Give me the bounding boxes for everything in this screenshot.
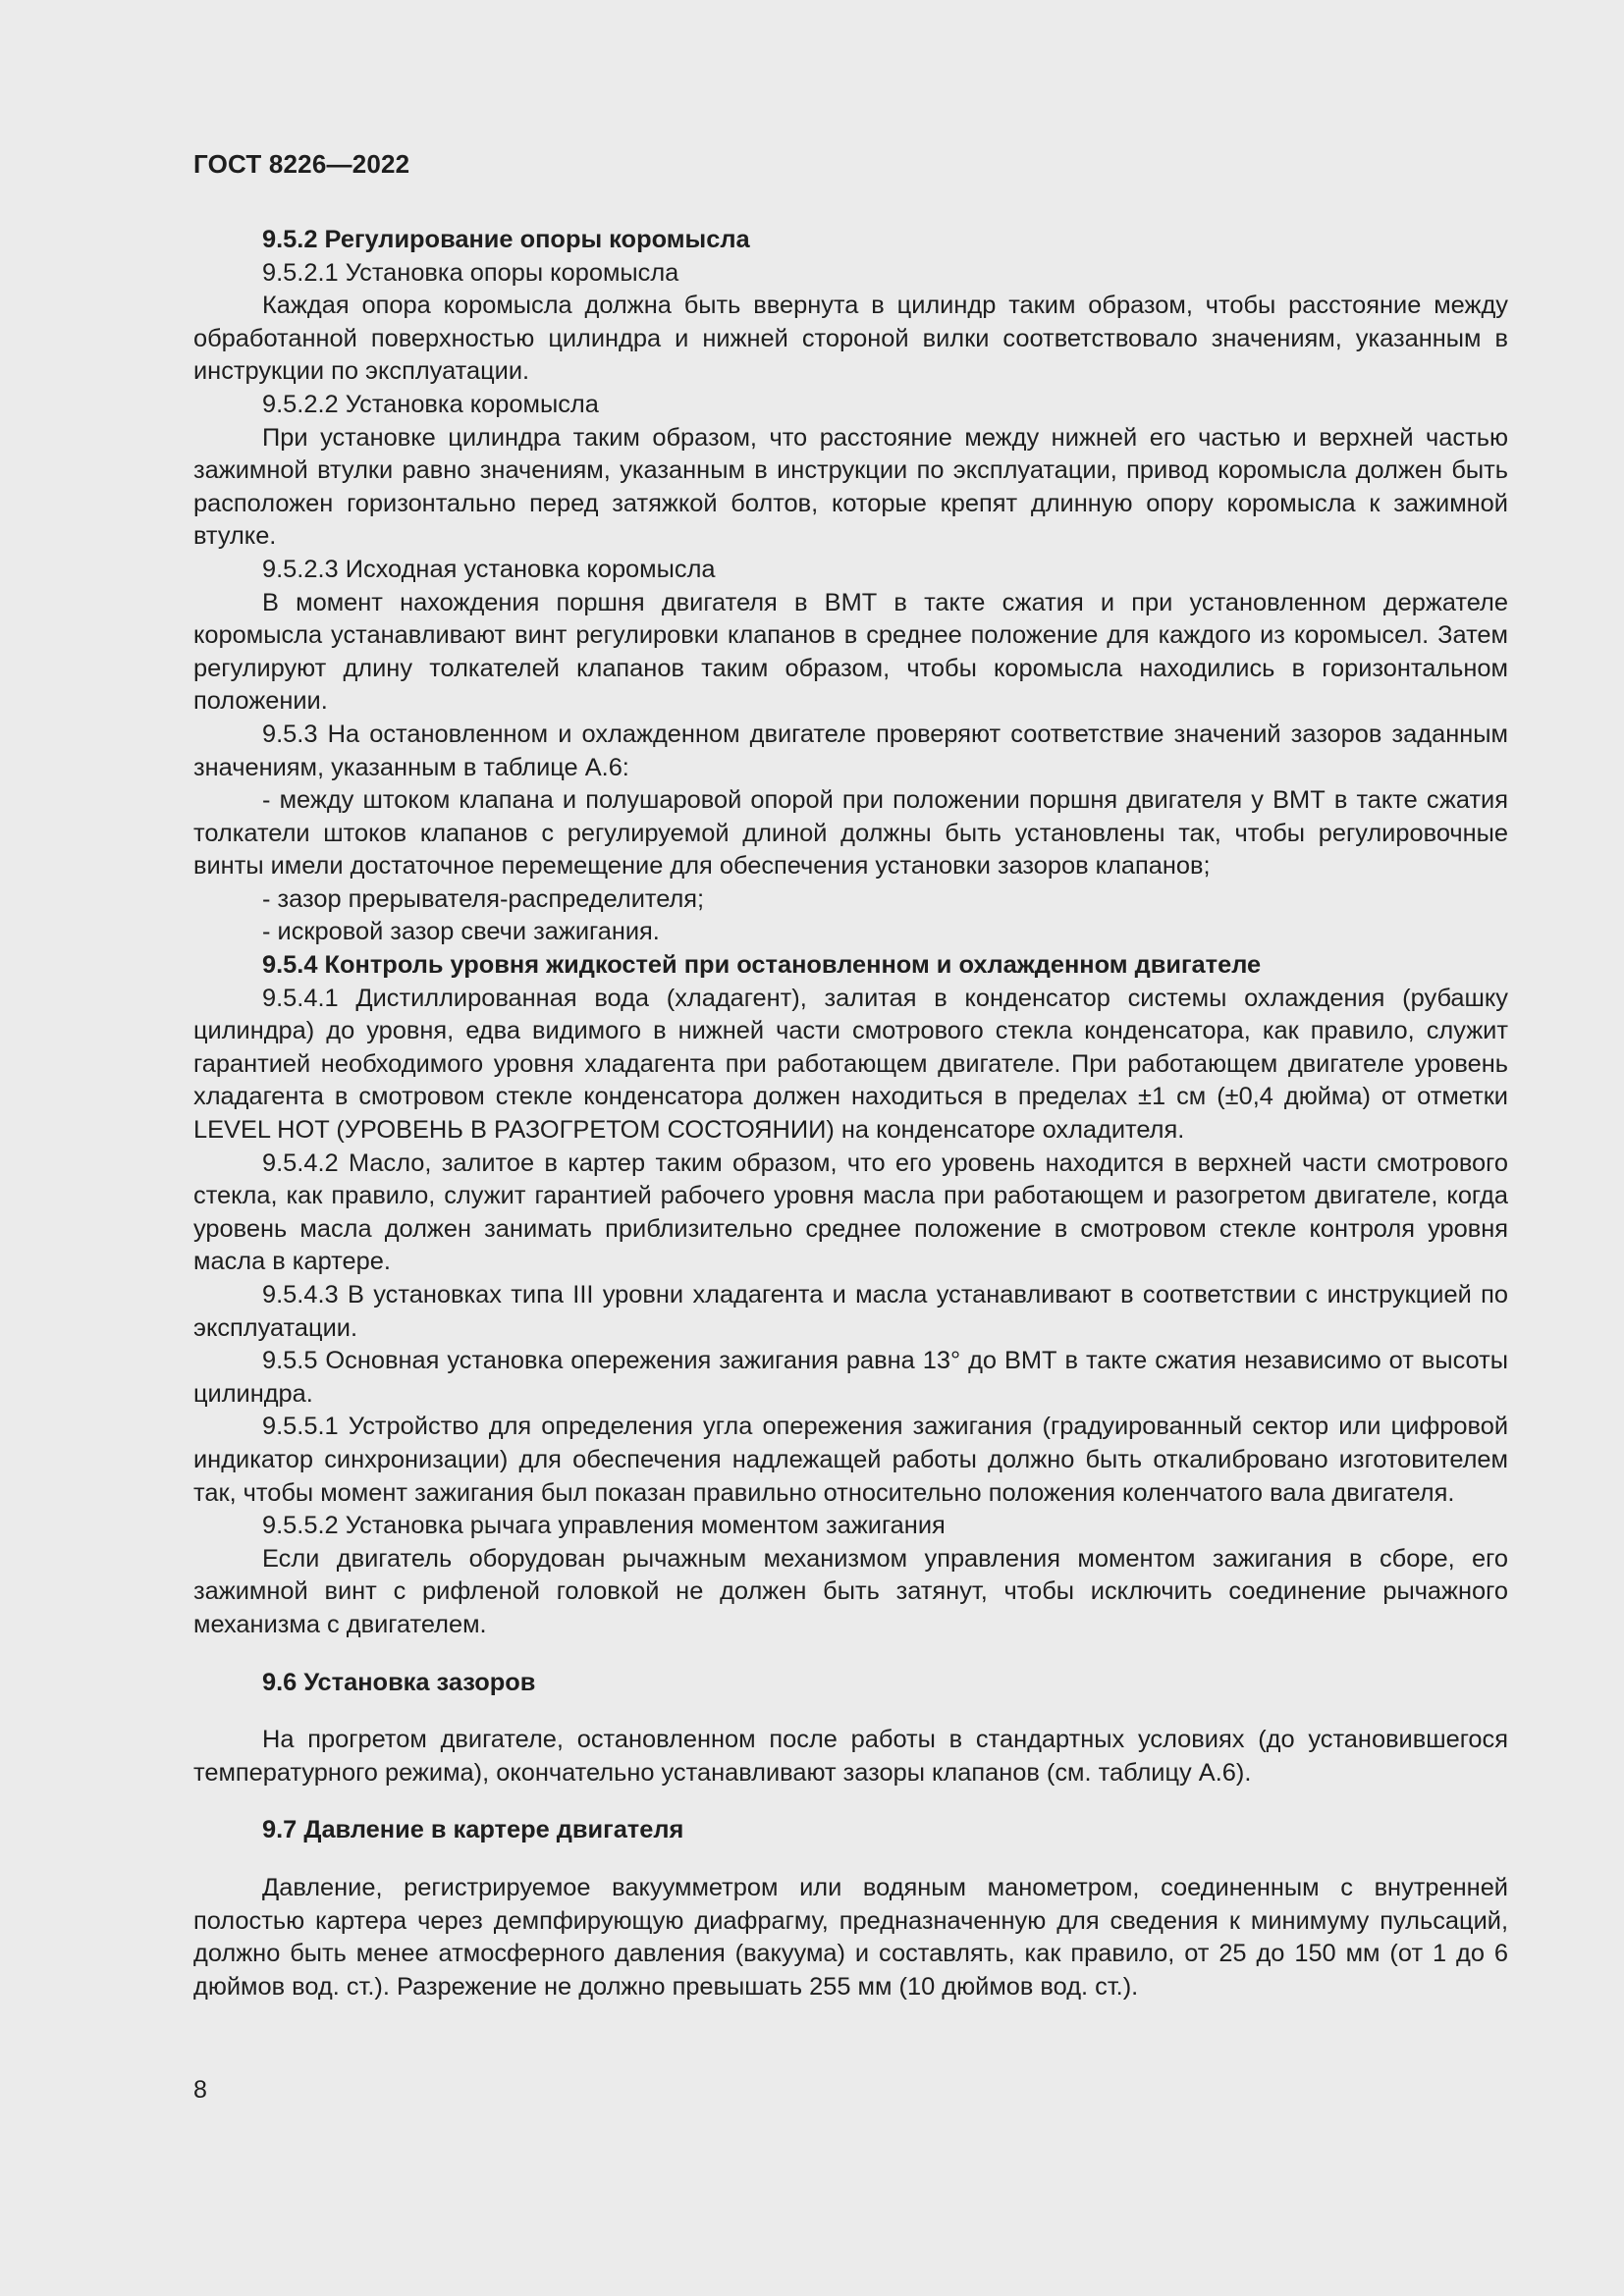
document-body: [193, 224, 1508, 2003]
paragraph: 9.5.5.1 Устройство для определения угла опережения зажигания (градуированный сектор или цифровой индикатор синхронизации) для обеспечения надлежащей работы должно быть откалибровано изготовителем так, чтобы момент зажигания был показан правильно относительно положения коленчатого вала двигателя.: [193, 1413, 1508, 1507]
paragraph: Давление, регистрируемое вакуумметром или водяным манометром, соединенным с внутренней полостью картера через демпфирующую диафрагму, предназначенную для сведения к минимуму пульсаций, должно быть менее атмосферного давления (вакуума) и составлять, как правило, от 25 до 150 мм (от 1 до 6 дюймов вод. ст.). Разрежение не должно превышать 255 мм (10 дюймов вод. ст.).: [193, 1873, 1508, 2001]
paragraph: 9.5.2.2 Установка коромысла: [262, 390, 599, 418]
document-header: ГОСТ 8226—2022: [193, 149, 410, 179]
section-heading-9-6: 9.6 Установка зазоров: [262, 1668, 536, 1696]
paragraph: Каждая опора коромысла должна быть ввернута в цилиндр таким образом, чтобы расстояние между обработанной поверхностью цилиндра и нижней стороной вилки соответствовало значениям, указанным в инструкции по эксплуатации.: [193, 292, 1508, 386]
paragraph: 9.5.3 На остановленном и охлажденном двигателе проверяют соответствие значений зазоров заданным значениям, указанным в таблице А.6:: [193, 720, 1508, 781]
paragraph: 9.5.4.2 Масло, залитое в картер таким образом, что его уровень находится в верхней части смотрового стекла, как правило, служит гарантией рабочего уровня масла при работающем и разогретом двигателе, когда уровень масла должен занимать приблизительно среднее положение в смотровом стекле контроля уровня масла в картере.: [193, 1148, 1508, 1276]
paragraph: 9.5.4.3 В установках типа III уровни хладагента и масла устанавливают в соответствии с инструкцией по эксплуатации.: [193, 1281, 1508, 1342]
paragraph: 9.5.5 Основная установка опережения зажигания равна 13° до ВМТ в такте сжатия независимо от высоты цилиндра.: [193, 1347, 1508, 1408]
paragraph: 9.5.4.1 Дистиллированная вода (хладагент), залитая в конденсатор системы охлаждения (рубашку цилиндра) до уровня, едва видимого в нижней части смотрового стекла конденсатора, как правило, служит гарантией необходимого уровня хладагента при работающем двигателе. При работающем двигателе уровень хладагента в смотровом стекле конденсатора должен находиться в пределах ±1 см (±0,4 дюйма) от отметки LEVEL HOT (УРОВЕНЬ В РАЗОГРЕТОМ СОСТОЯНИИ) на конденсаторе охладителя.: [193, 984, 1508, 1145]
paragraph: На прогретом двигателе, остановленном после работы в стандартных условиях (до установившегося температурного режима), окончательно устанавливают зазоры клапанов (см. таблицу А.6).: [193, 1726, 1508, 1787]
section-heading-9-5-4: 9.5.4 Контроль уровня жидкостей при остановленном и охлажденном двигателе: [262, 951, 1262, 980]
paragraph: При установке цилиндра таким образом, что расстояние между нижней его частью и верхней частью зажимной втулки равно значениям, указанным в инструкции по эксплуатации, привод коромысла должен быть расположен горизонтально перед затяжкой болтов, которые крепят длинную опору коромысла к зажимной втулке.: [193, 423, 1508, 551]
paragraph: 9.5.2.3 Исходная установка коромысла: [262, 555, 716, 583]
page-number: 8: [193, 2076, 207, 2104]
paragraph: В момент нахождения поршня двигателя в ВМТ в такте сжатия и при установленном держателе коромысла устанавливают винт регулировки клапанов в среднее положение для каждого из коромысел. Затем регулируют длину толкателей клапанов таким образом, чтобы коромысла находились в горизонтальном положении.: [193, 588, 1508, 716]
section-heading-9-5-2: 9.5.2 Регулирование опоры коромысла: [262, 226, 750, 253]
section-heading-9-7: 9.7 Давление в картере двигателя: [262, 1816, 684, 1844]
paragraph: 9.5.5.2 Установка рычага управления моментом зажигания: [262, 1512, 946, 1540]
paragraph: 9.5.2.1 Установка опоры коромысла: [262, 258, 679, 287]
paragraph: Если двигатель оборудован рычажным механизмом управления моментом зажигания в сборе, его зажимной винт с рифленой головкой не должен быть затянут, чтобы исключить соединение рычажного механизма с двигателем.: [193, 1544, 1508, 1638]
list-item: - зазор прерывателя-распределителя;: [262, 884, 705, 913]
list-item: - между штоком клапана и полушаровой опорой при положении поршня двигателя у ВМТ в такте сжатия толкатели штоков клапанов с регулируемой длиной должны быть установлены так, чтобы регулировочные винты имели достаточное перемещение для обеспечения установки зазоров клапанов;: [193, 786, 1508, 881]
list-item: - искровой зазор свечи зажигания.: [262, 918, 660, 946]
